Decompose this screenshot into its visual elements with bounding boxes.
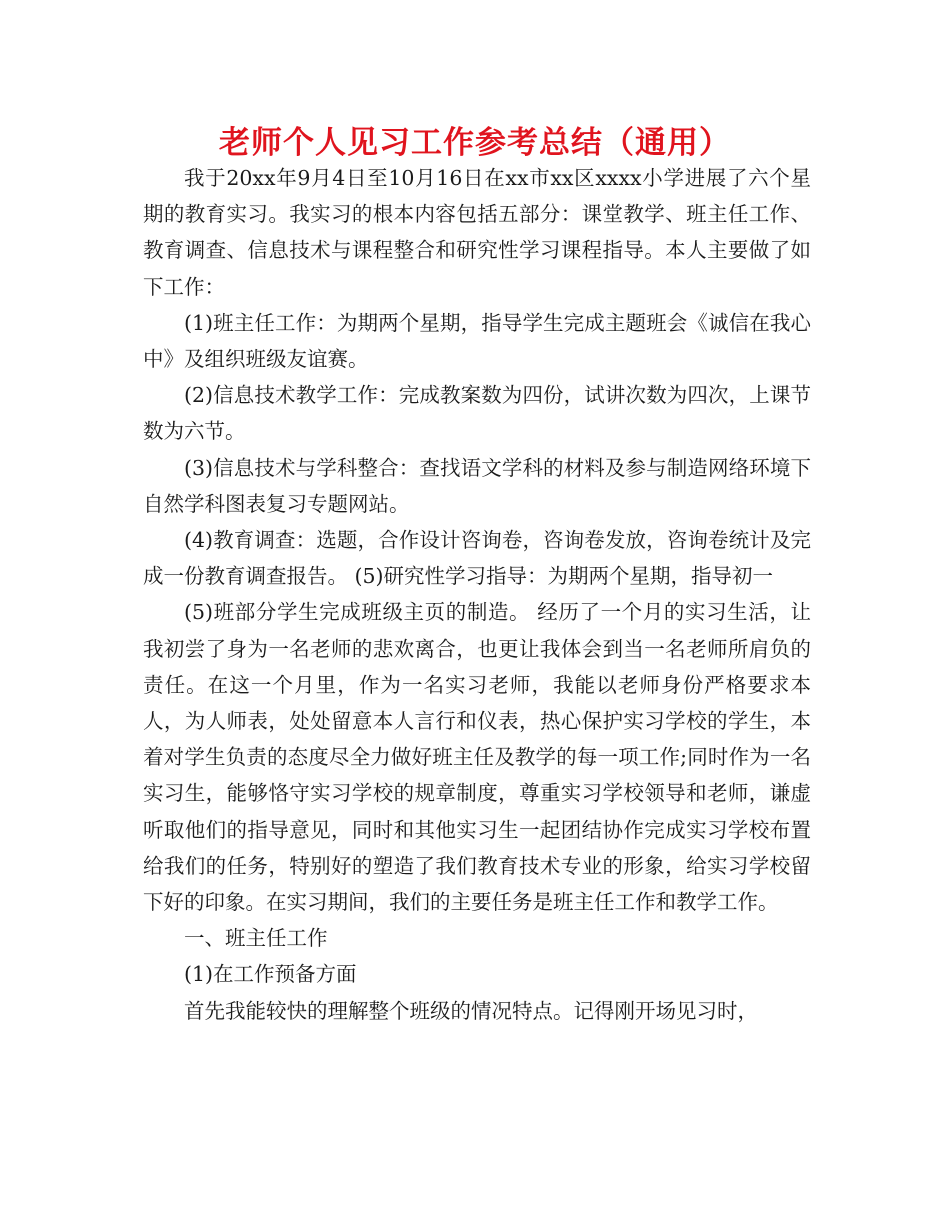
paragraph-item-2: (2)信息技术教学工作：完成教案数为四份，试讲次数为四次，上课节数为六节。 — [143, 383, 811, 444]
paragraph-item-3: (3)信息技术与学科整合：查找语文学科的材料及参与制造网络环境下自然学科图表复习专题网站。 — [143, 455, 811, 516]
paragraph-item-5: (5)班部分学生完成班级主页的制造。 经历了一个月的实习生活，让我初尝了身为一名老师的悲欢离合，也更让我体会到当一名老师所肩负的责任。在这一个月里，作为一名实习老师，我能以老师身份严格要求本人，为人师表，处处留意本人言行和仪表，热心保护实习学校的学生，本着对学生负责的态度尽全力做好班主任及教学的每一项工作;同时作为一名实习生，能够恪守实习学校的规章制度，尊重实习学校领导和老师，谦虚听取他们的指导意见，同时和其他实习生一起团结协作完成实习学校布置给我们的任务，特别好的塑造了我们教育技术专业的形象，给实习学校留下好的印象。在实习期间，我们的主要任务是班主任工作和教学工作。 — [143, 600, 811, 915]
paragraph-item-4: (4)教育调查：选题，合作设计咨询卷，咨询卷发放，咨询卷统计及完成一份教育调查报告。 (5)研究性学习指导：为期两个星期，指导初一 — [143, 528, 811, 589]
document-body — [143, 160, 811, 1029]
subsection-heading: (1)在工作预备方面 — [184, 962, 357, 987]
section-heading: 一、班主任工作 — [184, 926, 328, 951]
paragraph-intro: 我于20xx年9月4日至10月16日在xx市xx区xxxx小学进展了六个星期的教育实习。我实习的根本内容包括五部分：课堂教学、班主任工作、教育调查、信息技术与课程整合和研究性学习课程指导。本人主要做了如下工作： — [143, 166, 811, 299]
paragraph-section-body: 首先我能较快的理解整个班级的情况特点。记得刚开场见习时， — [184, 998, 758, 1023]
document-title: 老师个人见习工作参考总结（通用） — [219, 125, 731, 161]
paragraph-item-1: (1)班主任工作：为期两个星期，指导学生完成主题班会《诚信在我心中》及组织班级友谊赛。 — [143, 310, 811, 372]
